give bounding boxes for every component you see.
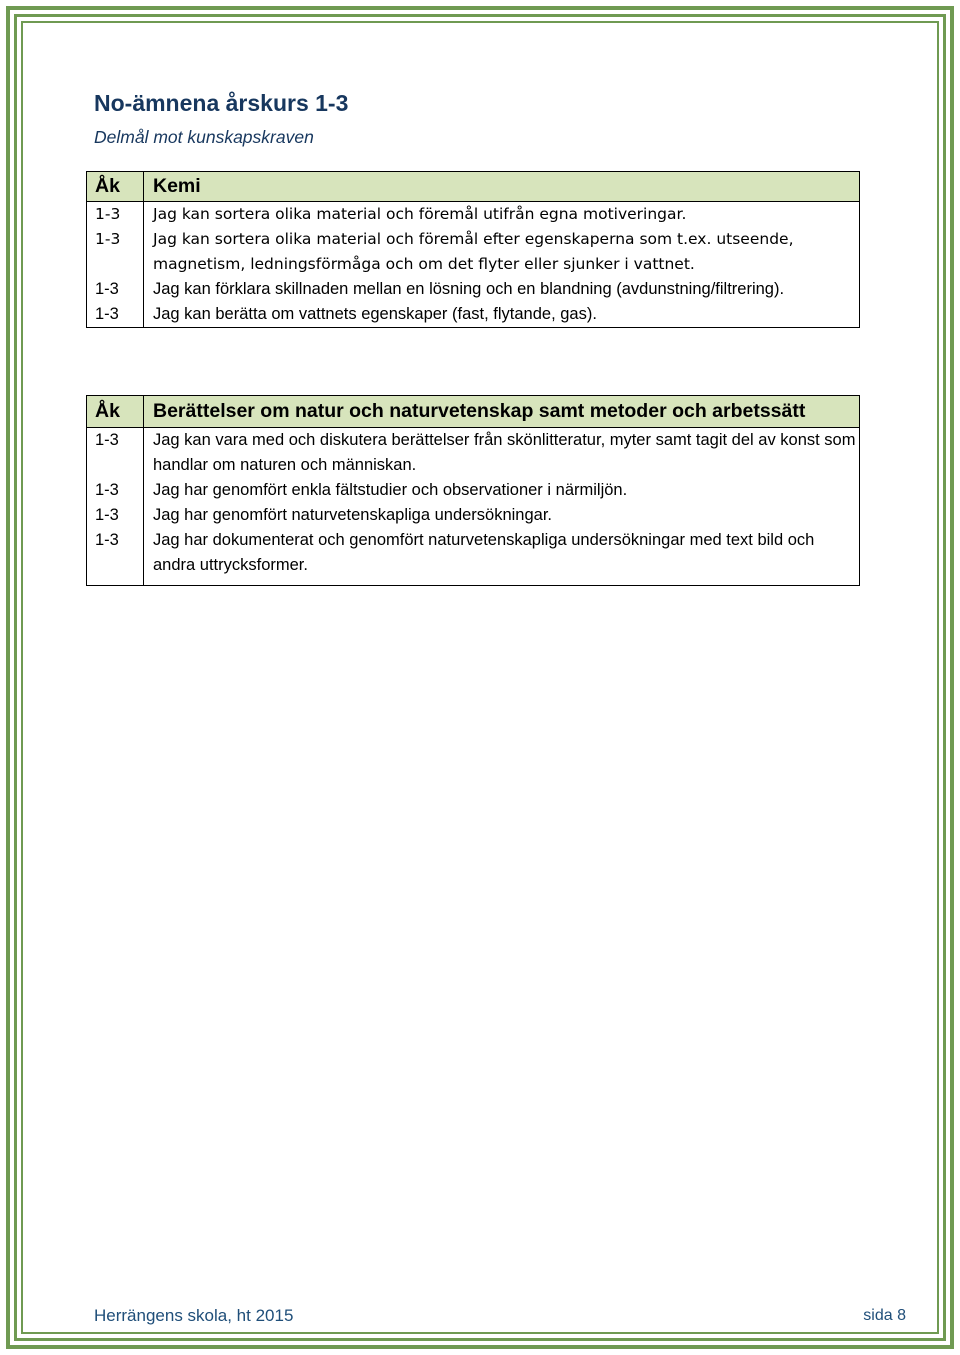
- row-ak: 1-3: [87, 528, 144, 586]
- row-ak: 1-3: [87, 277, 144, 302]
- page-title: No-ämnena årskurs 1-3: [94, 90, 349, 116]
- row-text: Jag kan vara med och diskutera berättelser från skönlitteratur, myter samt tagit del av konst som handlar om naturen och människan.: [153, 431, 856, 474]
- table-row: [87, 503, 860, 528]
- column-header-ak: Åk: [87, 172, 144, 202]
- row-text: Jag kan sortera olika material och föremål utifrån egna motiveringar.: [153, 205, 687, 223]
- row-ak: 1-3: [87, 302, 144, 328]
- table-header-row: [87, 396, 860, 428]
- row-ak: 1-3: [87, 227, 144, 277]
- table-row: [87, 528, 860, 586]
- berattelser-table: [86, 395, 860, 586]
- footer-page-number: sida 8: [863, 1307, 906, 1324]
- row-text: Jag kan förklara skillnaden mellan en lösning och en blandning (avdunstning/filtrering).: [153, 280, 785, 298]
- column-header-subject: Berättelser om natur och naturvetenskap samt metoder och arbetssätt: [144, 396, 860, 428]
- footer-school: Herrängens skola, ht 2015: [94, 1306, 294, 1325]
- kemi-table: [86, 171, 860, 328]
- row-ak: 1-3: [87, 503, 144, 528]
- table-header-row: [87, 172, 860, 202]
- table-row: [87, 202, 860, 228]
- table-row: [87, 277, 860, 302]
- row-ak: 1-3: [87, 428, 144, 479]
- page-subtitle: Delmål mot kunskapskraven: [94, 127, 314, 147]
- table-row: [87, 478, 860, 503]
- column-header-subject: Kemi: [144, 172, 860, 202]
- row-text: Jag kan sortera olika material och föremål efter egenskaperna som t.ex. utseende, magnetism, ledningsförmåga och om det flyter eller sjunker i vattnet.: [153, 230, 794, 273]
- table-row: [87, 302, 860, 328]
- row-ak: 1-3: [87, 478, 144, 503]
- row-text: Jag har genomfört naturvetenskapliga undersökningar.: [153, 506, 553, 524]
- row-text: Jag har dokumenterat och genomfört naturvetenskapliga undersökningar med text bild och andra uttrycksformer.: [153, 531, 815, 574]
- column-header-ak: Åk: [87, 396, 144, 428]
- table-row: [87, 428, 860, 479]
- table-row: [87, 227, 860, 277]
- row-text: Jag har genomfört enkla fältstudier och observationer i närmiljön.: [153, 481, 628, 499]
- row-ak: 1-3: [87, 202, 144, 228]
- row-text: Jag kan berätta om vattnets egenskaper (fast, flytande, gas).: [153, 305, 597, 323]
